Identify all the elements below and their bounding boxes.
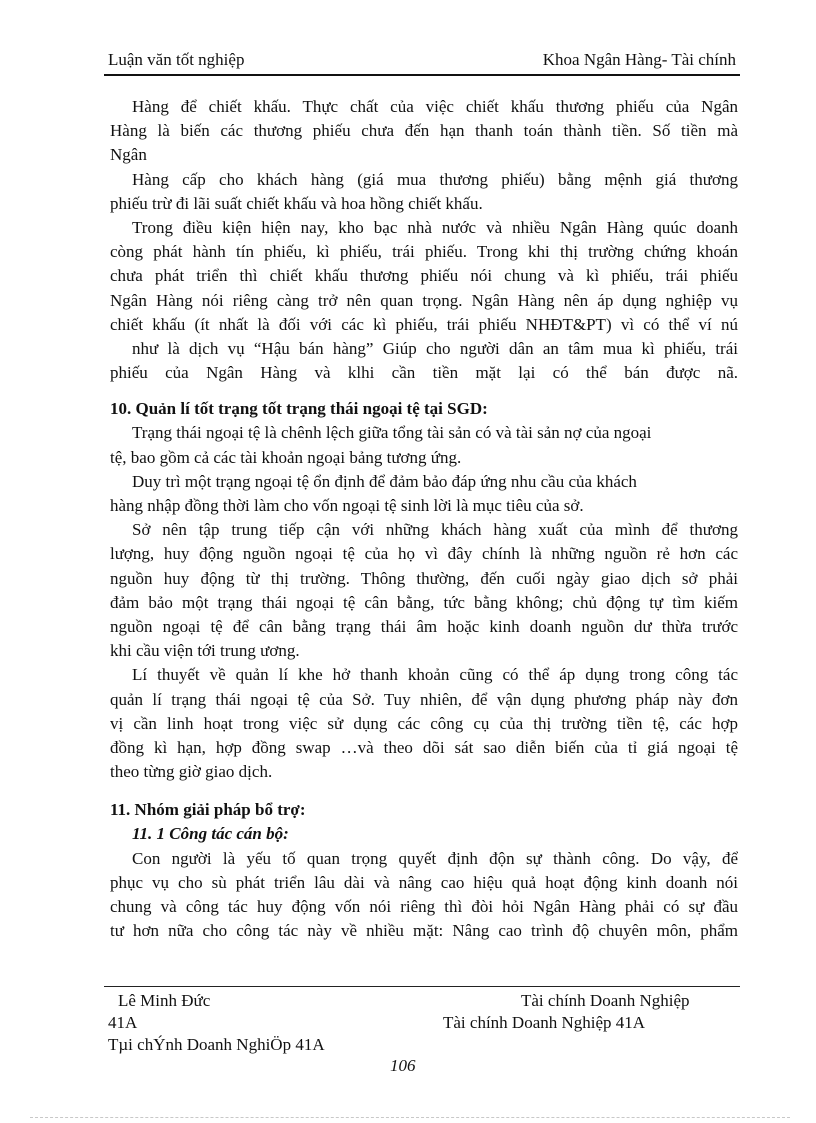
paragraph-3 bbox=[110, 216, 738, 337]
text-line: chiết khấu (ít nhất là đối với các kì phiếu, trái phiếu NHĐT&PT) vì có thể ví nú bbox=[110, 314, 738, 334]
footer-department-class: Tài chính Doanh Nghiệp 41A bbox=[443, 1013, 646, 1032]
page-edge-dashes bbox=[30, 1117, 790, 1118]
paragraph-7 bbox=[110, 518, 738, 663]
paragraph-1 bbox=[110, 95, 738, 168]
footer-department: Tài chính Doanh Nghiệp bbox=[521, 991, 690, 1010]
footer-garbled-text: Tµi chÝnh Doanh NghiÖp 41A bbox=[108, 1035, 325, 1054]
text-line: Trạng thái ngoại tệ là chênh lệch giữa tổng tài sản có và tài sản nợ của ngoại bbox=[132, 423, 652, 443]
text-line: tệ, bao gồm cả các tài khoản ngoại bảng tương ứng. bbox=[110, 447, 462, 467]
footer-class: 41A bbox=[108, 1013, 138, 1032]
text-line: chung và công tác huy động vốn nói riêng thì đòi hỏi Ngân Hàng phải có sự đầu bbox=[110, 897, 738, 916]
text-line: còng phát hành tín phiếu, kì phiếu, trái phiếu. Trong khi thị trường chứng khoán bbox=[110, 242, 738, 262]
section-heading-11: 11. Nhóm giải pháp bổ trợ: bbox=[110, 800, 306, 820]
text-line: phiếu trừ đi lãi suất chiết khấu và hoa hồng chiết khấu. bbox=[110, 193, 483, 213]
paragraph-5 bbox=[110, 421, 738, 469]
text-line: đảm bảo một trạng thái ngoại tệ cân bằng, tức bằng không; chủ động tự tìm kiếm bbox=[110, 592, 738, 612]
subsection-heading-11-1: 11. 1 Công tác cán bộ: bbox=[132, 824, 289, 844]
text-line: như là dịch vụ “Hậu bán hàng” Giúp cho người dân an tâm mua kì phiếu, trái bbox=[132, 338, 738, 358]
text-line: chưa phát triển thì chiết khấu thương phiếu nói chung và kì phiếu, trái phiếu bbox=[110, 266, 738, 286]
text-line: Lí thuyết về quản lí khe hở thanh khoản cũng có thể áp dụng trong công tác bbox=[132, 665, 738, 685]
text-line: theo từng giờ giao dịch. bbox=[110, 762, 273, 782]
text-line: nguồn huy động từ thị trường. Thông thường, đến cuối ngày giao dịch sở phải bbox=[110, 568, 738, 588]
text-line: Ngân bbox=[110, 145, 147, 165]
text-line: Duy trì một trạng ngoại tệ ổn định để đảm bảo đáp ứng nhu cầu của khách bbox=[132, 471, 637, 491]
text-line: Hàng là biến các thương phiếu chưa đến hạn thanh toán thành tiền. Số tiền mà bbox=[110, 121, 738, 141]
text-line: phục vụ cho sù phát triển lâu dài và nâng cao hiệu quả hoạt động kinh doanh nói bbox=[110, 872, 738, 892]
text-line: Hàng để chiết khấu. Thực chất của việc chiết khấu thương phiếu của Ngân bbox=[132, 97, 738, 116]
paragraph-4 bbox=[110, 337, 738, 385]
text-line: vị cần linh hoạt trong việc sử dụng các công cụ của thị trường tiền tệ, các hợp bbox=[110, 713, 738, 733]
text-line: lượng, huy động nguồn ngoại tệ của họ vì đây chính là những nguồn rẻ hơn các bbox=[110, 544, 738, 564]
header-left: Luận văn tốt nghiệp bbox=[108, 50, 245, 69]
text-line: khi cầu viện tới trung ương. bbox=[110, 641, 300, 661]
text-line: phiếu của Ngân Hàng và klhi cần tiền mặt lại có thể bán được nã. bbox=[110, 363, 738, 383]
text-line: Ngân Hàng nói riêng càng trở nên quan trọng. Ngân Hàng nên áp dụng nghiệp vụ bbox=[110, 290, 738, 310]
paragraph-2 bbox=[110, 168, 738, 216]
text-line: nguồn ngoại tệ để cân bằng trạng thái âm hoặc kinh doanh nguồn dư thừa trước bbox=[110, 616, 738, 636]
footer-rule bbox=[104, 986, 740, 987]
header-rule bbox=[104, 74, 740, 76]
text-line: Hàng cấp cho khách hàng (giá mua thương phiếu) bằng mệnh giá thương bbox=[132, 169, 738, 189]
footer-author-name: Lê Minh Đức bbox=[118, 991, 211, 1010]
header-right: Khoa Ngân Hàng- Tài chính bbox=[542, 50, 736, 69]
document-body bbox=[110, 95, 738, 943]
section-heading-10: 10. Quản lí tốt trạng tốt trạng thái ngoại tệ tại SGD: bbox=[110, 399, 488, 419]
text-line: hàng nhập đồng thời làm cho vốn ngoại tệ sinh lời là mục tiêu của sở. bbox=[110, 496, 584, 515]
text-line: quản lí trạng thái ngoại tệ của Sở. Tuy nhiên, để vận dụng phương pháp này đơn bbox=[110, 689, 738, 709]
text-line: Trong điều kiện hiện nay, kho bạc nhà nước và nhiều Ngân Hàng quúc doanh bbox=[132, 217, 738, 237]
page-number: 106 bbox=[390, 1056, 416, 1075]
paragraph-9 bbox=[110, 847, 738, 944]
text-line: đồng kì hạn, hợp đồng swap …và theo dõi sát sao diễn biến của tỉ giá ngoại tệ bbox=[110, 737, 738, 757]
text-line: Con người là yếu tố quan trọng quyết định độn sự thành công. Do vậy, để bbox=[132, 848, 738, 868]
text-line: Sở nên tập trung tiếp cận với những khách hàng xuất của mình để thương bbox=[132, 520, 738, 540]
paragraph-8 bbox=[110, 663, 738, 784]
paragraph-6 bbox=[110, 470, 738, 518]
text-line: tư hơn nữa cho công tác này về nhiều mặt: Nâng cao trình độ chuyên môn, phẩm bbox=[110, 921, 738, 941]
